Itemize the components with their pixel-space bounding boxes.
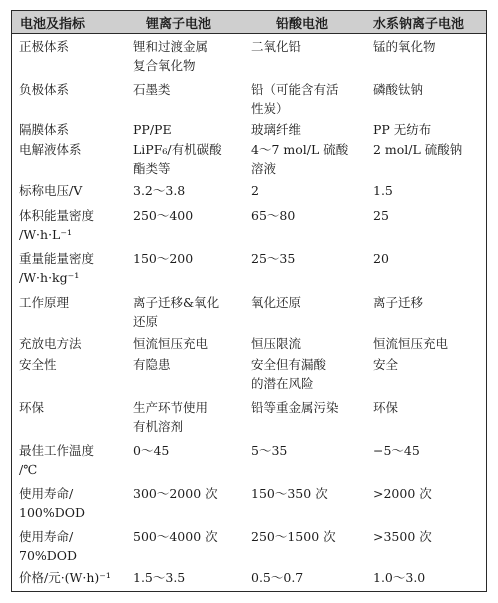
row-label: 体积能量密度 /W·h·L⁻¹	[19, 208, 95, 242]
cell-lithium-ion: PP/PE	[133, 122, 172, 137]
comparison-table-frame	[11, 10, 487, 592]
table-row	[12, 178, 486, 201]
cell-aqueous-sodium-ion: 2 mol/L 硫酸钠	[373, 142, 463, 157]
cell-lithium-ion: 250～400	[133, 208, 194, 223]
cell-lead-acid: 250～1500 次	[251, 529, 336, 544]
cell-aqueous-sodium-ion: >2000 次	[373, 486, 432, 501]
cell-lead-acid: 恒压限流	[251, 336, 302, 351]
header-row	[12, 11, 486, 34]
table-row	[12, 118, 486, 139]
cell-lead-acid: 玻璃纤维	[251, 122, 302, 137]
cell-lead-acid: 5～35	[251, 443, 288, 458]
cell-aqueous-sodium-ion: −5～45	[373, 443, 420, 458]
row-label: 工作原理	[19, 295, 70, 310]
table-row	[12, 353, 486, 393]
cell-lithium-ion: 0～45	[133, 443, 170, 458]
table-row	[12, 565, 486, 590]
cell-lead-acid: 铅等重金属污染	[251, 400, 339, 415]
header-cell-indicator: 电池及指标	[12, 11, 128, 34]
cell-aqueous-sodium-ion: 1.0～3.0	[373, 570, 426, 585]
row-label: 标称电压/V	[19, 183, 83, 198]
cell-lead-acid: 铅（可能含有活 性炭）	[251, 82, 339, 116]
header-cell-aqueous-sodium-ion: 水系钠离子电池	[363, 11, 486, 34]
cell-lead-acid: 65～80	[251, 208, 296, 223]
table-row	[12, 75, 486, 118]
cell-aqueous-sodium-ion: 离子迁移	[373, 295, 424, 310]
cell-lithium-ion: 恒流恒压充电	[133, 336, 209, 351]
cell-lead-acid: 0.5～0.7	[251, 570, 304, 585]
cell-lead-acid: 4～7 mol/L 硫酸 溶液	[251, 142, 349, 176]
cell-lithium-ion: 1.5～3.5	[133, 570, 186, 585]
cell-lead-acid: 氧化还原	[251, 295, 302, 310]
row-label: 环保	[19, 400, 45, 415]
cell-aqueous-sodium-ion: 安全	[373, 357, 399, 372]
cell-lithium-ion: LiPF₆/有机碳酸 酯类等	[133, 142, 222, 176]
table-row	[12, 201, 486, 244]
table-row	[12, 393, 486, 436]
row-label: 正极体系	[19, 39, 70, 54]
table-row	[12, 522, 486, 565]
cell-aqueous-sodium-ion: 环保	[373, 400, 399, 415]
table-row	[12, 244, 486, 287]
cell-lithium-ion: 500～4000 次	[133, 529, 218, 544]
cell-aqueous-sodium-ion: 1.5	[373, 183, 393, 198]
cell-lithium-ion: 锂和过渡金属 复合氧化物	[133, 39, 209, 73]
cell-lithium-ion: 离子迁移&氧化 还原	[133, 295, 220, 329]
row-label: 负极体系	[19, 82, 70, 97]
cell-aqueous-sodium-ion: 锰的氧化物	[373, 39, 436, 54]
row-label: 使用寿命/ 100%DOD	[19, 486, 86, 520]
cell-aqueous-sodium-ion: PP 无纺布	[373, 122, 432, 137]
cell-lithium-ion: 150～200	[133, 251, 194, 266]
table-row	[12, 331, 486, 353]
cell-aqueous-sodium-ion: 20	[373, 251, 389, 266]
row-label: 充放电方法	[19, 336, 82, 351]
row-label: 使用寿命/ 70%DOD	[19, 529, 78, 563]
table-row	[12, 436, 486, 479]
row-label: 价格/元·(W·h)⁻¹	[19, 570, 111, 585]
table-row	[12, 479, 486, 522]
cell-lithium-ion: 300～2000 次	[133, 486, 218, 501]
cell-lead-acid: 25～35	[251, 251, 296, 266]
row-label: 隔膜体系	[19, 122, 70, 137]
cell-aqueous-sodium-ion: 25	[373, 208, 389, 223]
row-label: 安全性	[19, 357, 57, 372]
cell-aqueous-sodium-ion: >3500 次	[373, 529, 432, 544]
cell-lead-acid: 二氧化铅	[251, 39, 302, 54]
header-cell-lithium-ion: 锂离子电池	[128, 11, 246, 34]
table-row	[12, 139, 486, 178]
cell-lithium-ion: 石墨类	[133, 82, 171, 97]
cell-aqueous-sodium-ion: 磷酸钛钠	[373, 82, 424, 97]
table-row	[12, 34, 486, 76]
row-label: 最佳工作温度 /℃	[19, 443, 95, 477]
cell-lithium-ion: 有隐患	[133, 357, 171, 372]
table-row	[12, 287, 486, 331]
cell-lead-acid: 安全但有漏酸 的潜在风险	[251, 357, 327, 391]
cell-lead-acid: 2	[251, 183, 259, 198]
cell-lead-acid: 150～350 次	[251, 486, 328, 501]
cell-lithium-ion: 生产环节使用 有机溶剂	[133, 400, 209, 434]
row-label: 电解液体系	[19, 142, 82, 157]
battery-comparison-table	[12, 11, 486, 590]
header-cell-lead-acid: 铅酸电池	[246, 11, 363, 34]
cell-lithium-ion: 3.2～3.8	[133, 183, 186, 198]
row-label: 重量能量密度 /W·h·kg⁻¹	[19, 251, 95, 285]
cell-aqueous-sodium-ion: 恒流恒压充电	[373, 336, 449, 351]
